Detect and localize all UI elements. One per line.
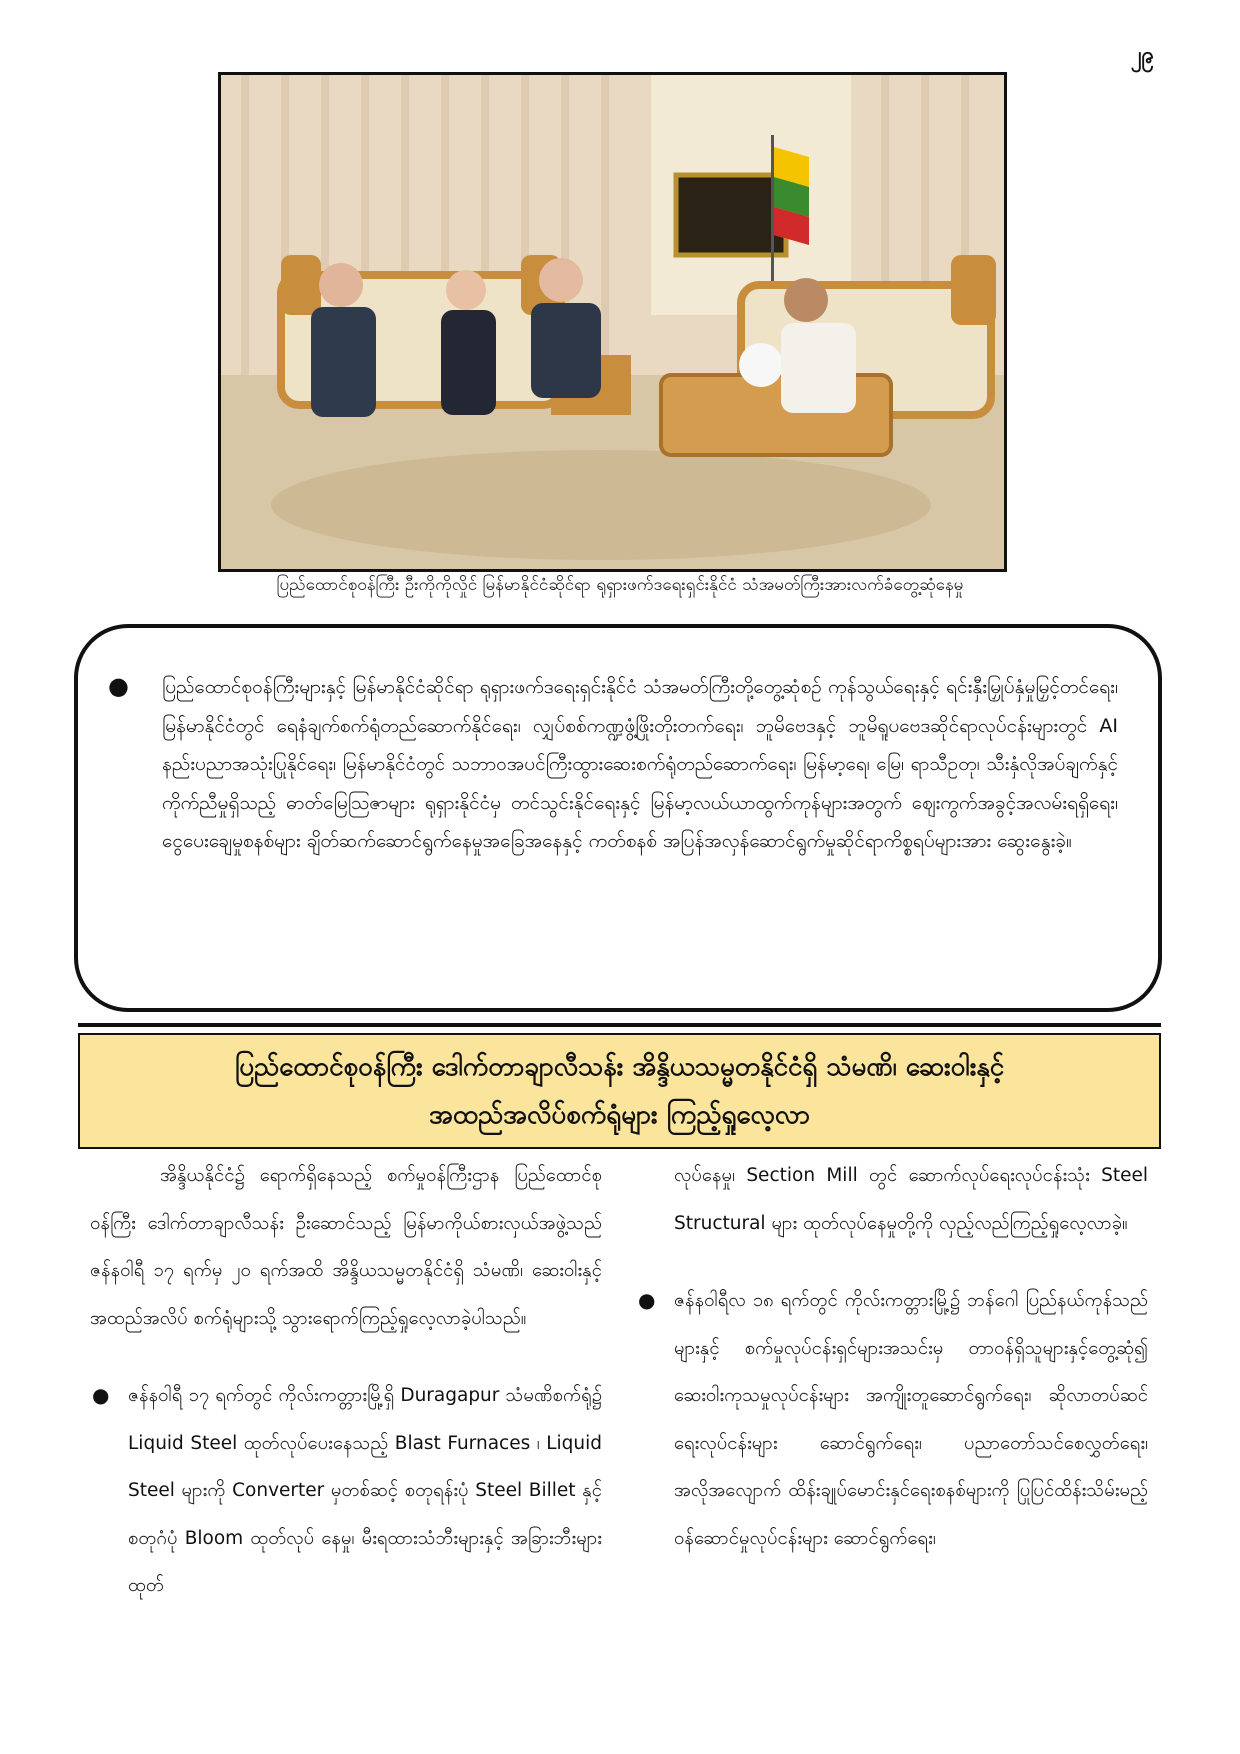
article-bullet-1 [90,1372,602,1610]
article-column-right [636,1152,1148,1562]
wall-painting [676,175,786,255]
bullet-icon: ● [92,1383,110,1407]
meeting-photo-illustration [221,75,1004,569]
photo-caption: ပြည်ထောင်စုဝန်ကြီး ဦးကိုကိုလှိုင် မြန်မာနိုင်ငံဆိုင်ရာ ရုရှားဖက်ဒရေးရှင်းနိုင်ငံ သံအမတ်ကြီးအားလက်ခံတွေ့ဆုံနေမှု [276,575,964,595]
summary-text: ပြည်ထောင်စုဝန်ကြီးများနှင့် မြန်မာနိုင်ငံဆိုင်ရာ ရုရှားဖက်ဒရေးရှင်းနိုင်ငံ သံအမတ်ကြီးတို့တွေ့ဆုံစဉ် ကုန်သွယ်ရေးနှင့် ရင်းနှီးမြှုပ်နှံမှုမြှင့်တင်ရေး၊ မြန်မာနိုင်ငံတွင် ရေနံချက်စက်ရုံတည်ဆောက်နိုင်ရေး၊ လျှပ်စစ်ကဏ္ဍဖွံ့ဖြိုးတိုးတက်ရေး၊ ဘူမိဗေဒနှင့် ဘူမိရူပဗေဒဆိုင်ရာလုပ်ငန်းများတွင် AI နည်းပညာအသုံးပြုနိုင်ရေး၊ မြန်မာနိုင်ငံတွင် သဘာဝအပင်ကြီးထွားဆေးစက်ရုံတည်ဆောက်ရေး၊ မြန်မာ့ရေ၊ မြေ၊ ရာသီဥတု၊ သီးနှံလိုအပ်ချက်နှင့် ကိုက်ညီမှုရှိသည့် ဓာတ်မြေဩဇာများ ရုရှားနိုင်ငံမှ တင်သွင်းနိုင်ရေးနှင့် မြန်မာ့လယ်ယာထွက်ကုန်များအတွက် ဈေးကွက်အခွင့်အလမ်းရရှိရေး၊ ငွေပေးချေမှုစနစ်များ ချိတ်ဆက်ဆောင်ရွက်နေမှုအခြေအနေနှင့် ကတ်စနစ် အပြန်အလှန်ဆောင်ရွက်မှုဆိုင်ရာကိစ္စရပ်များအား ဆွေးနွေးခဲ့။ [162,676,1118,852]
headline-line-1: ပြည်ထောင်စုဝန်ကြီး ဒေါက်တာချာလီသန်း အိန္ဒိယသမ္မတနိုင်ငံရှိ သံမဏိ၊ ဆေးဝါးနှင့် [234,1052,1005,1082]
meeting-photo [218,72,1007,572]
page-number: ၂၉ [1130,43,1154,68]
article-bullet-1-continued: လုပ်နေမှု၊ Section Mill တွင် ဆောက်လုပ်ရေးလုပ်ငန်းသုံး Steel Structural များ ထုတ်လုပ်နေမှုတို့ကို လှည့်လည်ကြည့်ရှုလေ့လာခဲ့။ [674,1165,1148,1234]
coffee-table [661,375,891,455]
article-headline [78,1033,1161,1149]
article-bullet-2-text: ဇန်နဝါရီလ ၁၈ ရက်တွင် ကိုလ်းကတ္တားမြို့၌ ဘန်ဂေါ ပြည်နယ်ကုန်သည်များနှင့် စက်မှုလုပ်ငန်းရှင်များအသင်းမှ တာဝန်ရှိသူများနှင့်တွေ့ဆုံ၍ ဆေးဝါးကုသမှုလုပ်ငန်းများ အကျိုးတူဆောင်ရွက်ရေး၊ ဆိုလာတပ်ဆင်ရေးလုပ်ငန်းများ ဆောင်ရွက်ရေး၊ ပညာတော်သင်စေလွှတ်ရေး၊ အလိုအလျောက် ထိန်းချုပ်မောင်းနှင်ရေးစနစ်များကို ပြုပြင်ထိန်းသိမ်းမည့်ဝန်ဆောင်မှုလုပ်ငန်းများ ဆောင်ရွက်ရေး၊ [674,1290,1148,1549]
carpet-pattern [271,450,931,560]
article-intro: အိန္ဒိယနိုင်ငံ၌ ရောက်ရှိနေသည့် စက်မှုဝန်ကြီးဌာန ပြည်ထောင်စုဝန်ကြီး ဒေါက်တာချာလီသန်း ဦးဆောင်သည့် မြန်မာကိုယ်စားလှယ်အဖွဲ့သည် ဇန်နဝါရီ ၁၇ ရက်မှ ၂၀ ရက်အထိ အိန္ဒိယသမ္မတနိုင်ငံရှိ သံမဏိ၊ ဆေးဝါးနှင့် အထည်အလိပ် စက်ရုံများသို့ သွားရောက်ကြည့်ရှုလေ့လာခဲ့ပါသည်။ [90,1165,602,1329]
article-column-left [90,1152,602,1610]
headline-line-2: အထည်အလိပ်စက်ရုံများ ကြည့်ရှုလေ့လာ [429,1100,810,1130]
article-bullet-1-text: ဇန်နဝါရီ ၁၇ ရက်တွင် ကိုလ်းကတ္တားမြို့ရှိ Duragapur သံမဏိစက်ရုံ၌ Liquid Steel ထုတ်လုပ်ပေးနေသည့် Blast Furnaces ၊ Liquid Steel များကို Converter မှတစ်ဆင့် စတုရန်းပုံ Steel Billet နှင့် စတုဂံပုံ Bloom ထုတ်လုပ် နေမှု၊ မီးရထားသံဘီးများနှင့် အခြားဘီးများ ထုတ် [128,1385,602,1596]
flower-arrangement [739,343,783,387]
section-divider [78,1023,1161,1027]
bullet-icon: ● [638,1288,656,1312]
bullet-icon: ● [108,672,129,700]
summary-box [74,624,1162,1012]
article-bullet-2 [636,1277,1148,1562]
